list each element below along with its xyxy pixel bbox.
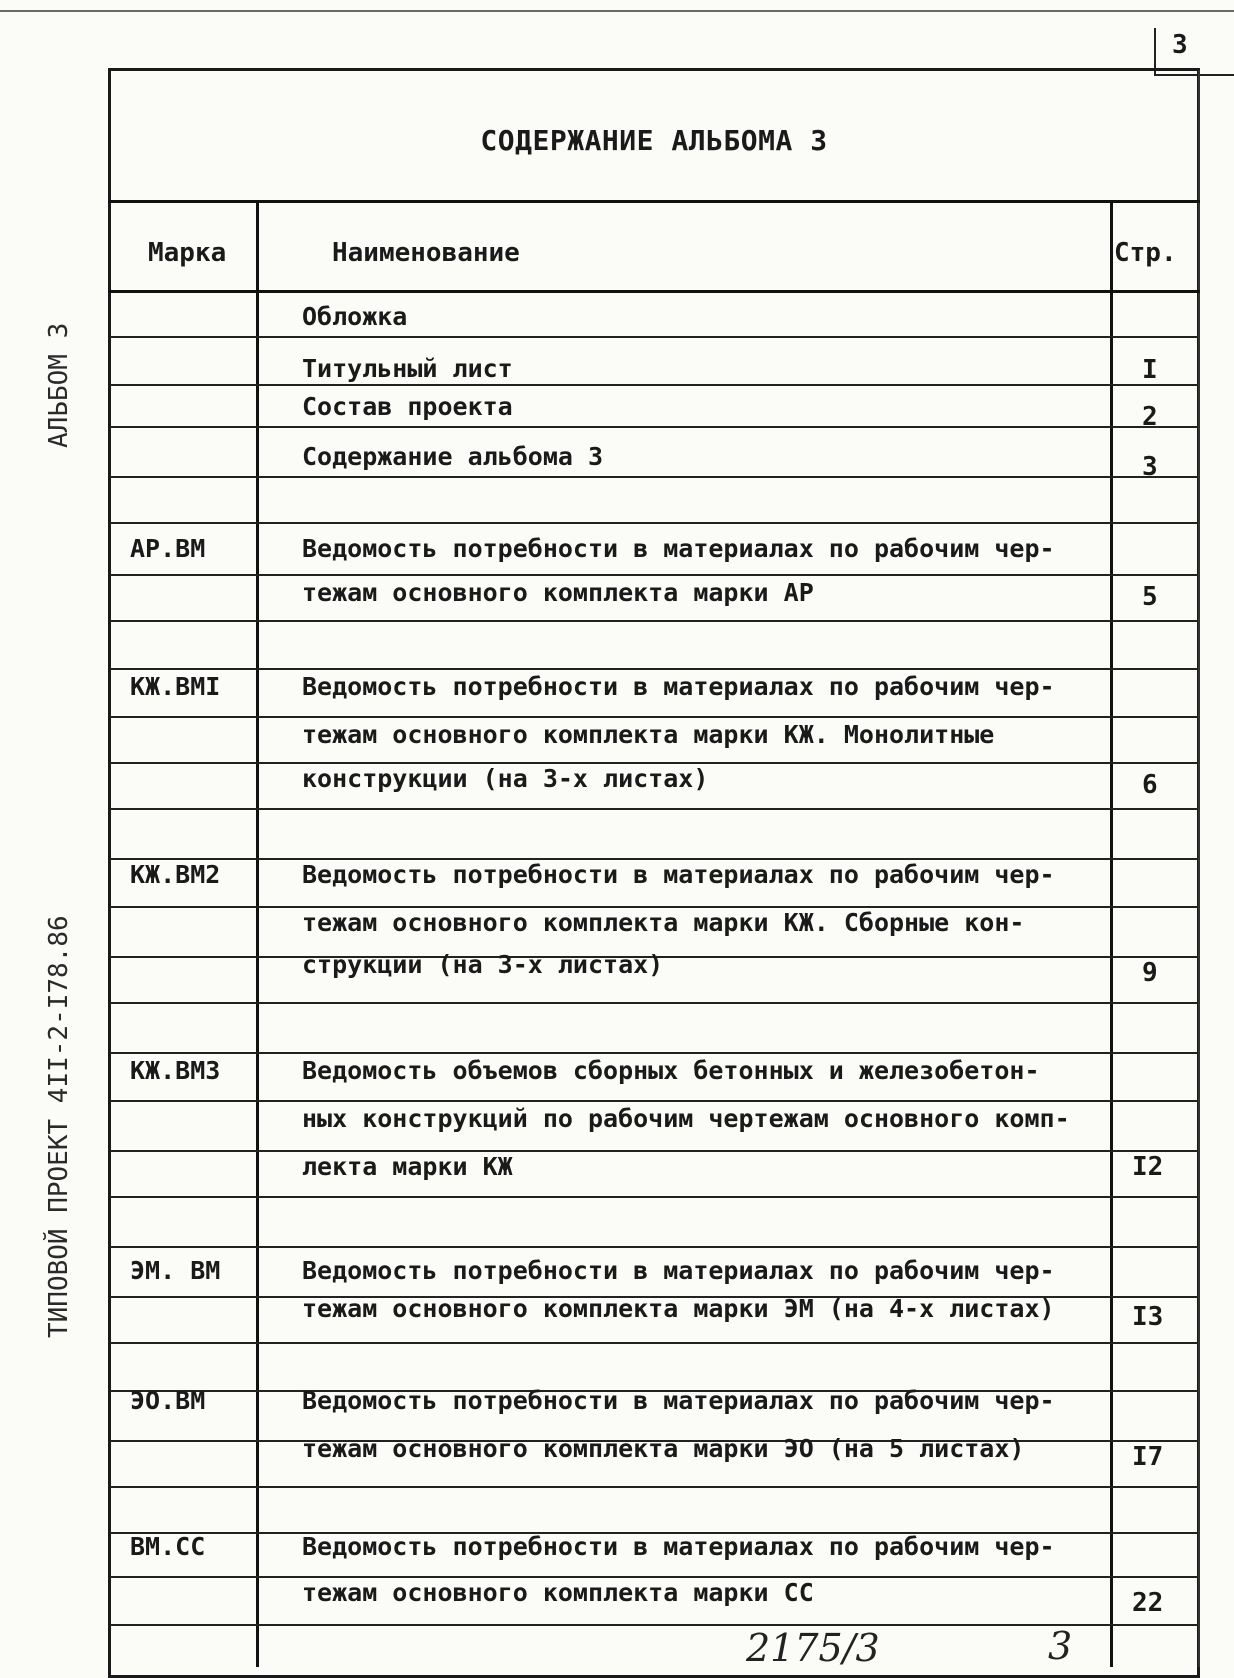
row-name-line: Ведомость потребности в материалах по рабочим чер- xyxy=(302,1386,1055,1415)
row-page: I xyxy=(1142,355,1158,385)
row-name-line: тежам основного комплекта марки АР xyxy=(302,578,814,607)
row-name-line: Ведомость потребности в материалах по рабочим чер- xyxy=(302,1256,1055,1285)
frame-right-edge xyxy=(1198,70,1200,1667)
row-mark: КЖ.ВМ3 xyxy=(130,1056,221,1085)
row-name-line: Ведомость потребности в материалах по рабочим чер- xyxy=(302,1532,1055,1561)
row-divider xyxy=(110,668,1198,670)
header-divider xyxy=(108,290,1200,293)
row-mark: ЭО.ВМ xyxy=(130,1386,206,1415)
row-page: 2 xyxy=(1142,402,1158,432)
header-name: Наименование xyxy=(332,238,520,268)
header-page: Стр. xyxy=(1114,238,1177,268)
row-mark: АР.ВМ xyxy=(130,534,206,563)
page-top-edge xyxy=(0,10,1234,12)
row-divider xyxy=(110,522,1198,524)
sheet-number: 3 xyxy=(1172,30,1188,60)
row-name-line: лекта марки КЖ xyxy=(302,1152,513,1181)
row-page: 5 xyxy=(1142,582,1158,612)
row-name-line: ных конструкций по рабочим чертежам основного комп- xyxy=(302,1104,1070,1133)
row-divider xyxy=(110,1486,1198,1488)
row-page: 3 xyxy=(1142,452,1158,482)
row-mark: КЖ.ВМ2 xyxy=(130,860,221,889)
row-divider xyxy=(110,426,1198,428)
row-name-line: Обложка xyxy=(302,302,408,331)
side-label-album: АЛЬБОМ 3 xyxy=(44,322,74,448)
row-name-line: тежам основного комплекта марки ЭО (на 5 листах) xyxy=(302,1434,1025,1463)
row-page: I7 xyxy=(1132,1442,1164,1472)
row-name-line: Титульный лист xyxy=(302,354,513,383)
row-divider xyxy=(110,336,1198,338)
page-column-divider xyxy=(1110,200,1113,1667)
row-page: I2 xyxy=(1132,1152,1164,1182)
row-mark: ВМ.СС xyxy=(130,1532,206,1561)
footer-sheet-number: 3 xyxy=(1048,1624,1073,1668)
row-name-line: Содержание альбома 3 xyxy=(302,442,604,471)
mark-column-divider xyxy=(256,200,259,1667)
row-name-line: Состав проекта xyxy=(302,392,513,421)
row-divider xyxy=(110,808,1198,810)
row-divider xyxy=(110,1196,1198,1198)
row-page: I3 xyxy=(1132,1302,1164,1332)
page-title: СОДЕРЖАНИЕ АЛЬБОМА 3 xyxy=(480,124,828,157)
row-name-line: тежам основного комплекта марки КЖ. Монолитные xyxy=(302,720,995,749)
row-divider xyxy=(110,1002,1198,1004)
row-mark: ЭМ. ВМ xyxy=(130,1256,221,1285)
row-name-line: Ведомость потребности в материалах по рабочим чер- xyxy=(302,860,1055,889)
row-divider xyxy=(110,476,1198,478)
row-divider xyxy=(110,574,1198,576)
title-divider xyxy=(108,200,1200,203)
row-name-line: струкции (на 3-х листах) xyxy=(302,950,664,979)
row-divider xyxy=(110,1624,1198,1626)
side-label-project: ТИПОВОЙ ПРОЕКТ 4II-2-I78.86 xyxy=(44,915,74,1338)
row-name-line: Ведомость объемов сборных бетонных и железобетон- xyxy=(302,1056,1040,1085)
row-name-line: тежам основного комплекта марки СС xyxy=(302,1578,814,1607)
row-divider xyxy=(110,1100,1198,1102)
row-divider xyxy=(110,1052,1198,1054)
row-mark: КЖ.ВМI xyxy=(130,672,221,701)
row-name-line: Ведомость потребности в материалах по рабочим чер- xyxy=(302,534,1055,563)
header-mark: Марка xyxy=(148,238,227,268)
row-divider xyxy=(110,620,1198,622)
row-name-line: конструкции (на 3-х листах) xyxy=(302,764,709,793)
row-name-line: тежам основного комплекта марки ЭМ (на 4-х листах) xyxy=(302,1294,1055,1323)
row-divider xyxy=(110,716,1198,718)
row-page: 22 xyxy=(1132,1588,1164,1618)
row-divider xyxy=(110,384,1198,386)
row-divider xyxy=(110,1246,1198,1248)
row-name-line: тежам основного комплекта марки КЖ. Сборные кон- xyxy=(302,908,1025,937)
row-page: 6 xyxy=(1142,770,1158,800)
inventory-number: 2175/3 xyxy=(746,1626,880,1670)
row-name-line: Ведомость потребности в материалах по рабочим чер- xyxy=(302,672,1055,701)
row-divider xyxy=(110,1150,1198,1152)
row-divider xyxy=(110,1342,1198,1344)
row-page: 9 xyxy=(1142,958,1158,988)
